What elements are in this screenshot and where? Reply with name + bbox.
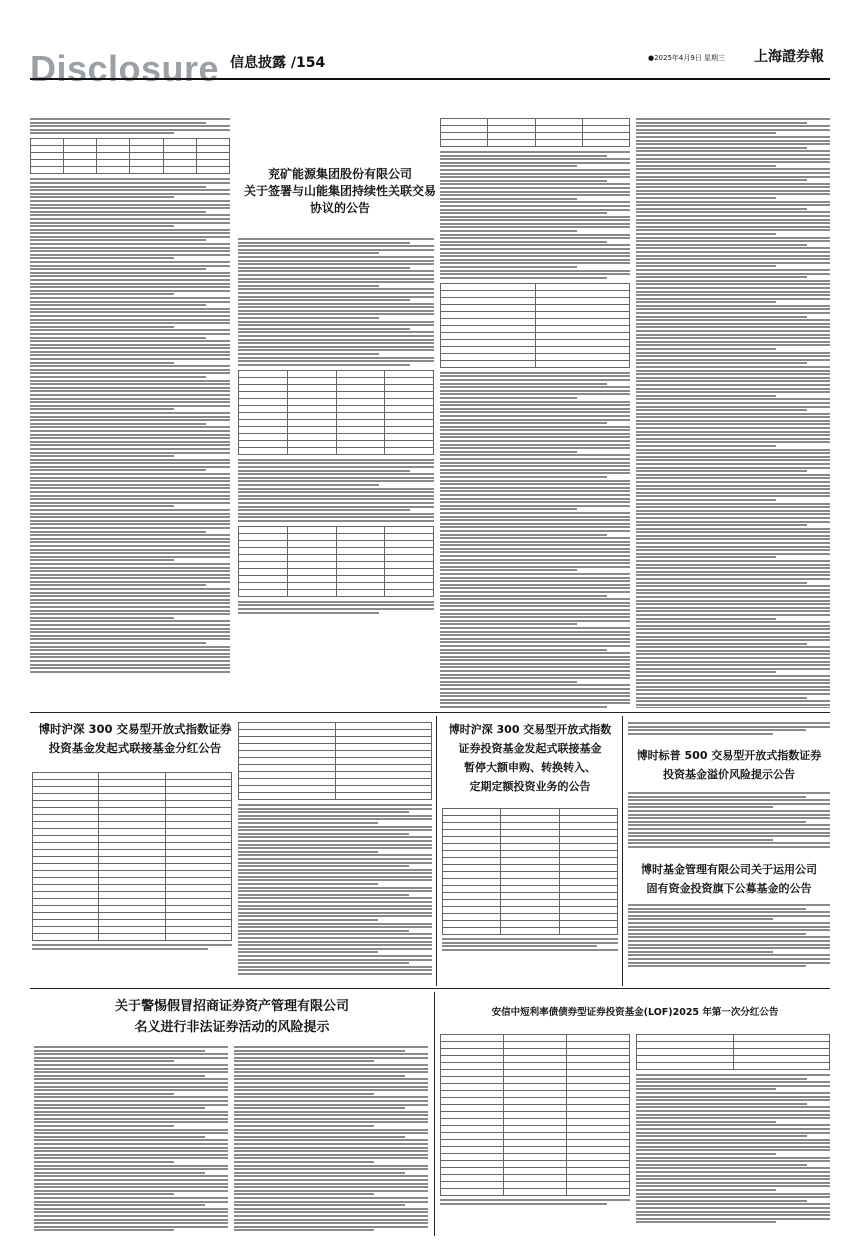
issue-date: ●2025年4月9日 星期三 <box>648 54 726 62</box>
article-body-col3 <box>440 118 630 708</box>
bosera-sp500-body <box>628 792 830 856</box>
zhaoshang-title <box>34 996 430 1040</box>
masthead <box>30 42 830 100</box>
section-divider <box>30 988 830 989</box>
bosera-suspend-title-line3: 暂停大额申购、转换转入、 <box>464 761 596 774</box>
article-body-col2 <box>238 238 434 708</box>
anxin-body-left <box>440 1034 630 1234</box>
bosera-suspend-title-line1: 博时沪深 300 交易型开放式指数 <box>448 723 612 736</box>
data-table <box>636 1034 830 1070</box>
yankuang-title-line2: 关于签署与山能集团持续性关联交易 <box>243 184 436 198</box>
bosera-sp500-intro <box>628 722 830 742</box>
bosera-suspend-title-line2: 证券投资基金发起式联接基金 <box>458 742 602 755</box>
bosera-dividend-title-line2: 投资基金发起式联接基金分红公告 <box>48 741 222 755</box>
zhaoshang-title-line2: 名义进行非法证券活动的风险提示 <box>134 1020 330 1035</box>
yankuang-title-line1: 兖矿能源集团股份有限公司 <box>267 167 412 181</box>
column-divider <box>434 992 435 1236</box>
data-table <box>238 370 434 455</box>
article-body-col4 <box>636 118 830 708</box>
bosera-sp500-title-line1: 博时标普 500 交易型开放式指数证券 <box>636 749 822 762</box>
data-table <box>30 138 230 174</box>
data-table <box>440 1034 630 1196</box>
bosera-sp500-title <box>628 746 830 788</box>
zhaoshang-body-right <box>234 1046 428 1232</box>
column-divider <box>622 716 623 986</box>
article-body-col1 <box>30 118 230 708</box>
zhaoshang-title-line1: 关于警惕假冒招商证券资产管理有限公司 <box>114 999 349 1014</box>
anxin-title <box>440 1004 830 1024</box>
bosera-debt-title <box>628 860 830 900</box>
bosera-debt-title-line2: 固有资金投资旗下公募基金的公告 <box>646 882 812 895</box>
bosera-dividend-body <box>32 772 232 982</box>
yankuang-title-line3: 协议的公告 <box>309 201 370 215</box>
data-table <box>440 283 630 368</box>
section-divider <box>30 712 830 713</box>
bosera-suspend-body <box>442 808 618 984</box>
data-table <box>238 722 432 800</box>
newspaper-logo: 上海證券報 <box>754 49 824 65</box>
data-table <box>442 808 618 935</box>
masthead-title: Disclosure <box>30 48 220 89</box>
bosera-debt-body <box>628 904 830 984</box>
bosera-dividend-title-line1: 博时沪深 300 交易型开放式指数证券 <box>38 722 232 736</box>
zhaoshang-body-left <box>34 1046 228 1232</box>
anxin-body-right <box>636 1034 830 1234</box>
section-title: 信息披露 /154 <box>230 55 326 71</box>
bosera-suspend-title <box>442 720 618 802</box>
column-divider <box>436 716 437 986</box>
yankuang-title <box>240 166 440 230</box>
bosera-suspend-title-line4: 定期定额投资业务的公告 <box>469 780 591 793</box>
bosera-sp500-title-line2: 投资基金溢价风险提示公告 <box>663 768 795 781</box>
masthead-rule <box>30 78 830 80</box>
anxin-title-text: 安信中短利率债债券型证券投资基金(LOF)2025 年第一次分红公告 <box>491 1007 779 1018</box>
data-table <box>440 118 630 147</box>
bosera-dividend-body-2 <box>238 722 432 984</box>
bosera-dividend-title <box>32 720 238 766</box>
bosera-debt-title-line1: 博时基金管理有限公司关于运用公司 <box>641 863 817 876</box>
data-table <box>238 526 434 597</box>
data-table <box>32 772 232 941</box>
